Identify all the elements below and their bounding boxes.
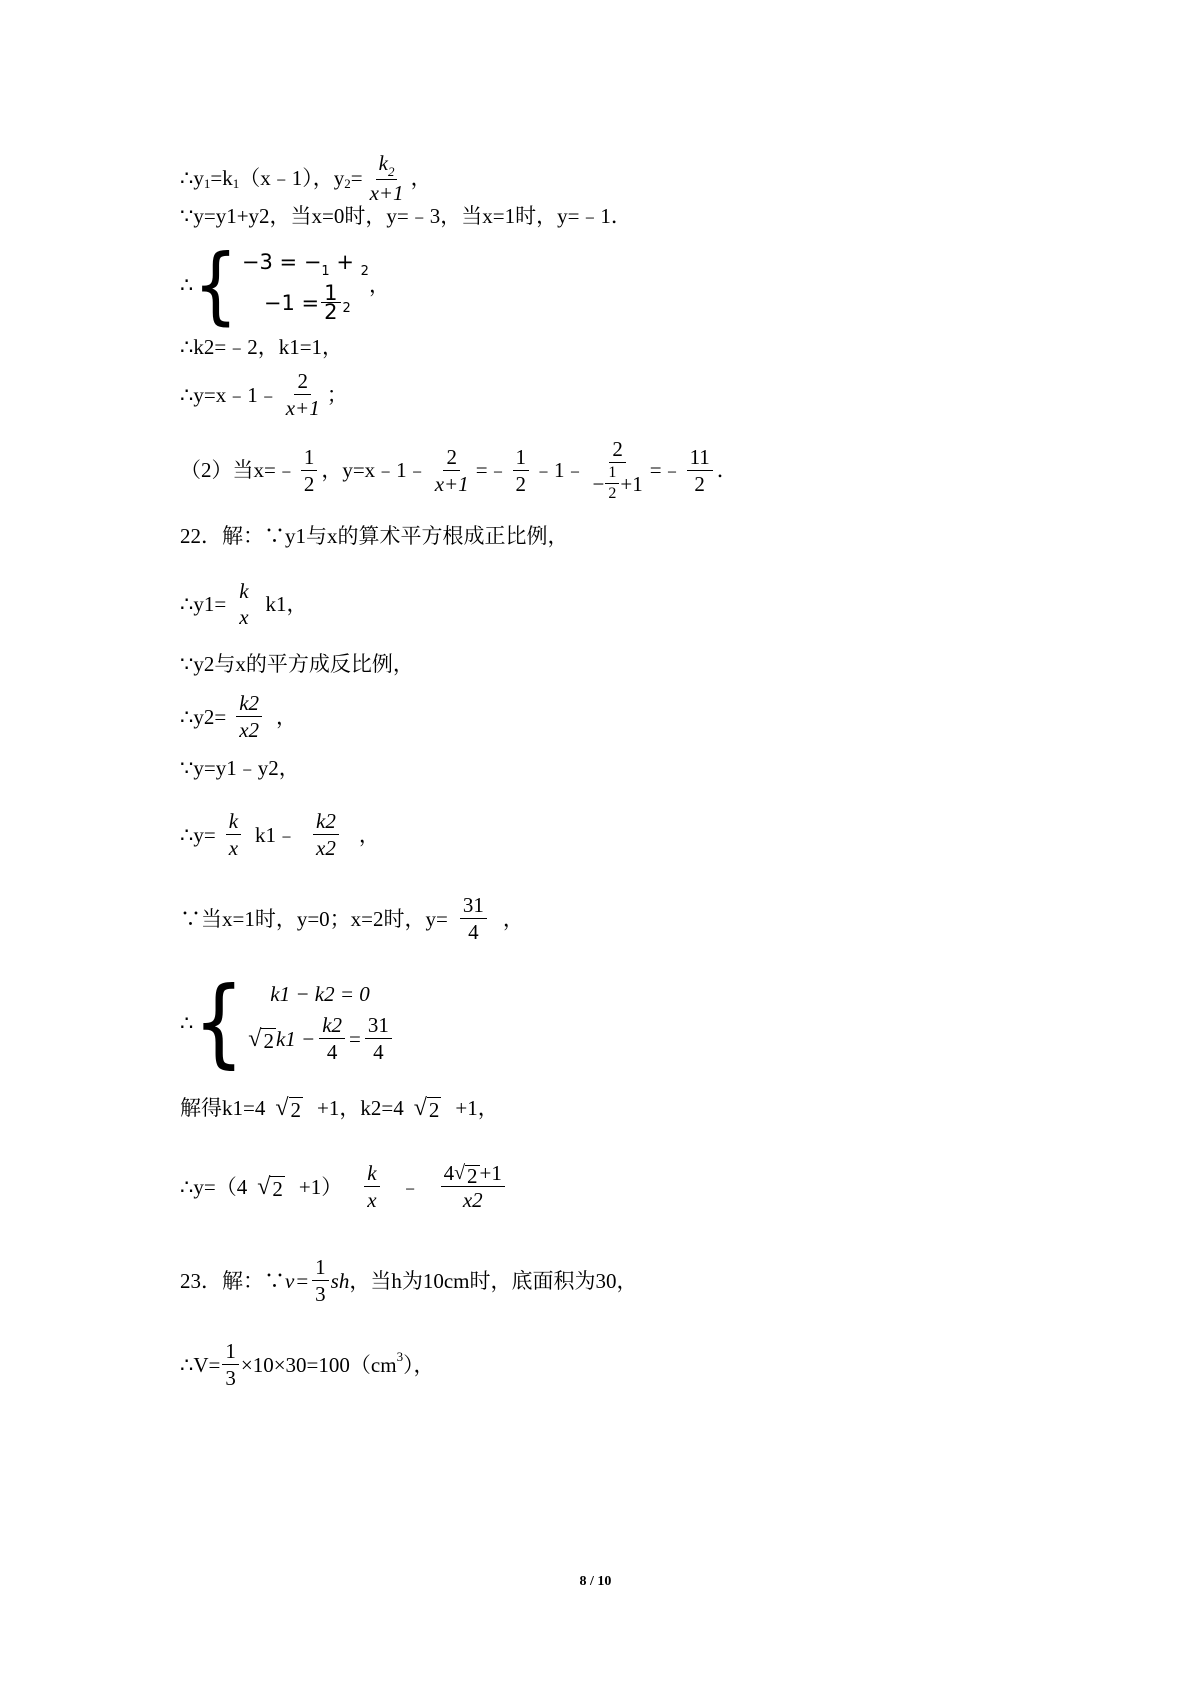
solution-k xyxy=(180,1094,499,1122)
problem-23-title: 23．解：∵ v = $\frac{1}{3}$ sh ，当h为10cm时，底面积为30， xyxy=(180,1255,638,1306)
text: ， xyxy=(358,822,380,847)
brace-icon: { xyxy=(193,235,238,334)
text: +1， xyxy=(455,1096,499,1120)
text: ， xyxy=(502,906,524,931)
equation-system xyxy=(193,235,369,334)
fraction xyxy=(441,1160,505,1213)
fraction xyxy=(301,444,318,497)
y-combined xyxy=(180,808,380,861)
text: 2 xyxy=(290,1098,302,1122)
sqrt: √ 2 xyxy=(257,1173,283,1201)
text: 2 xyxy=(515,471,527,496)
final-y xyxy=(180,1160,505,1213)
fraction xyxy=(236,578,251,630)
text: 11 xyxy=(687,444,713,471)
equation-system xyxy=(193,966,396,1078)
text: 2 xyxy=(294,368,311,395)
text: 2 xyxy=(609,436,626,463)
text: x+1 xyxy=(434,471,469,496)
problem-22-title xyxy=(180,522,569,550)
text: k1 − xyxy=(275,1026,316,1051)
text: ∴k2=﹣2，k1=1， xyxy=(180,335,344,359)
text: 2 xyxy=(387,164,395,179)
text: x xyxy=(228,836,239,860)
text: ∴ xyxy=(180,1010,194,1035)
text: 1 xyxy=(222,1338,239,1365)
text: ∴ xyxy=(180,272,194,297)
text: ，当h为10cm时，底面积为30， xyxy=(349,1268,638,1293)
text: 1 xyxy=(321,284,340,303)
fraction xyxy=(513,444,530,497)
eq-y1-y2 xyxy=(180,150,432,206)
y-difference xyxy=(180,754,300,782)
text: ∵y=y1﹣y2， xyxy=(180,756,300,780)
text: −1 = xyxy=(263,290,320,315)
sqrt: √ 2 xyxy=(413,1095,440,1122)
text: ∴y=x﹣1﹣ xyxy=(180,382,279,407)
text: 1 xyxy=(513,444,530,471)
text: 2 xyxy=(428,1098,440,1122)
text: 31 xyxy=(460,892,487,919)
text: 2 xyxy=(324,300,338,324)
text: ﹣1﹣ xyxy=(533,458,586,482)
text: x2 xyxy=(239,718,260,742)
brace-icon: { xyxy=(193,966,245,1078)
text: k xyxy=(364,1160,379,1187)
text: （x﹣1），y xyxy=(239,166,345,190)
text: = xyxy=(350,166,363,190)
fraction xyxy=(687,444,713,497)
y2-condition xyxy=(180,650,414,678)
text: 2 xyxy=(342,300,351,316)
text: ∵y=y1+y2，当x=0时，y=﹣3，当x=1时，y=﹣1． xyxy=(180,204,632,228)
text: 2 xyxy=(272,1176,283,1201)
text: ∴y2= xyxy=(180,704,227,729)
text: = xyxy=(349,1026,361,1051)
fraction xyxy=(312,1254,329,1307)
text: 1 xyxy=(312,1254,329,1281)
text: ﹣ xyxy=(399,1174,421,1199)
sqrt: √ 2 xyxy=(248,1025,274,1053)
text: k xyxy=(378,151,388,175)
text: ，y=x﹣1﹣ xyxy=(321,458,428,482)
system-2 xyxy=(180,966,396,1078)
text: +1） xyxy=(298,1174,343,1199)
text: x+1 xyxy=(285,396,320,420)
text: 4 xyxy=(443,1161,455,1185)
system-1 xyxy=(180,235,390,334)
y-expression xyxy=(180,368,348,421)
fraction xyxy=(313,808,339,861)
text: 3 xyxy=(225,1366,236,1390)
text: k xyxy=(226,808,241,835)
fraction xyxy=(226,808,241,861)
sqrt: √ 2 xyxy=(275,1095,302,1122)
text: k2 xyxy=(319,1012,345,1039)
text: 2 xyxy=(263,1028,274,1053)
text: 2 xyxy=(443,444,460,471)
text: 4 xyxy=(373,1040,384,1064)
text: x2 xyxy=(462,1188,483,1212)
text: k2 xyxy=(313,808,339,835)
text: ∴V= xyxy=(180,1352,221,1377)
text: k2 xyxy=(236,690,262,717)
y1-expression xyxy=(180,578,308,630)
text: =k xyxy=(210,166,233,190)
fraction xyxy=(364,1160,379,1213)
text: 2 xyxy=(360,264,369,279)
text: ． xyxy=(716,458,738,482)
text: 2 xyxy=(303,471,315,496)
sqrt: √ 2 xyxy=(454,1162,478,1188)
text: （2）当x=﹣ xyxy=(180,458,297,482)
text: ∴y= xyxy=(180,822,216,847)
fraction xyxy=(319,1012,345,1065)
text: 1 xyxy=(203,176,211,191)
text: ∵y2与x的平方成反比例， xyxy=(180,652,414,676)
text: 1 xyxy=(605,463,619,484)
text: 3 xyxy=(396,1348,404,1364)
fraction xyxy=(432,444,472,497)
text: 4 xyxy=(326,1040,338,1064)
text: x xyxy=(239,605,249,629)
text: k xyxy=(239,579,249,603)
text: ； xyxy=(326,382,348,407)
text: =﹣ xyxy=(475,458,509,482)
text: x xyxy=(367,1188,377,1212)
fraction xyxy=(236,690,262,743)
y2-expression xyxy=(180,690,297,743)
text: 23．解：∵ xyxy=(180,1268,285,1293)
condition-values xyxy=(180,892,524,945)
text: 2 xyxy=(344,176,351,191)
fraction xyxy=(365,1012,392,1065)
text: ）， xyxy=(403,1352,435,1377)
text: +1，k2=4 xyxy=(317,1096,404,1120)
text: 22．解：∵y1与x的算术平方根成正比例， xyxy=(180,524,569,548)
text: k1， xyxy=(265,592,308,616)
text: 2 xyxy=(467,1164,478,1188)
text: +1 xyxy=(620,471,643,496)
part-2-evaluation xyxy=(180,436,738,504)
text: ∴y=（4 xyxy=(180,1174,248,1199)
condition-line xyxy=(180,202,632,230)
fraction xyxy=(460,892,487,945)
text: x2 xyxy=(316,836,336,860)
text: + xyxy=(329,250,361,274)
volume-calc xyxy=(180,1338,435,1391)
text: ×10×30=100（cm xyxy=(240,1352,397,1377)
text: x+1 xyxy=(369,181,404,205)
k-values xyxy=(180,333,343,361)
fraction xyxy=(367,150,407,206)
text: ∵当x=1时，y=0；x=2时，y= xyxy=(180,906,448,931)
text: ， xyxy=(368,272,390,297)
text: 31 xyxy=(365,1012,392,1039)
text: ∴y1= xyxy=(180,592,227,616)
text: k1 − k2 = 0 xyxy=(270,982,370,1006)
fraction xyxy=(321,281,340,324)
text: ∴y xyxy=(180,166,204,190)
text: 3 xyxy=(315,1282,326,1306)
text: ， xyxy=(410,166,432,190)
text: k1﹣ xyxy=(255,822,298,847)
text: ， xyxy=(276,704,298,729)
text: 1 xyxy=(232,176,240,191)
fraction xyxy=(222,1338,239,1391)
complex-fraction: 2 − $\frac{1}{2}$ +1 xyxy=(592,437,643,502)
text: 2 xyxy=(694,471,705,496)
text: 解得k1=4 xyxy=(180,1096,266,1120)
text: =﹣ xyxy=(649,458,683,482)
text: 2 xyxy=(608,485,617,502)
fraction xyxy=(283,368,323,421)
page-number: 8 / 10 xyxy=(579,1574,612,1589)
text: 4 xyxy=(468,920,479,944)
text: 1 xyxy=(321,264,330,279)
text: 1 xyxy=(301,444,318,471)
text: +1 xyxy=(479,1161,502,1185)
text: −3 = − xyxy=(241,250,322,274)
